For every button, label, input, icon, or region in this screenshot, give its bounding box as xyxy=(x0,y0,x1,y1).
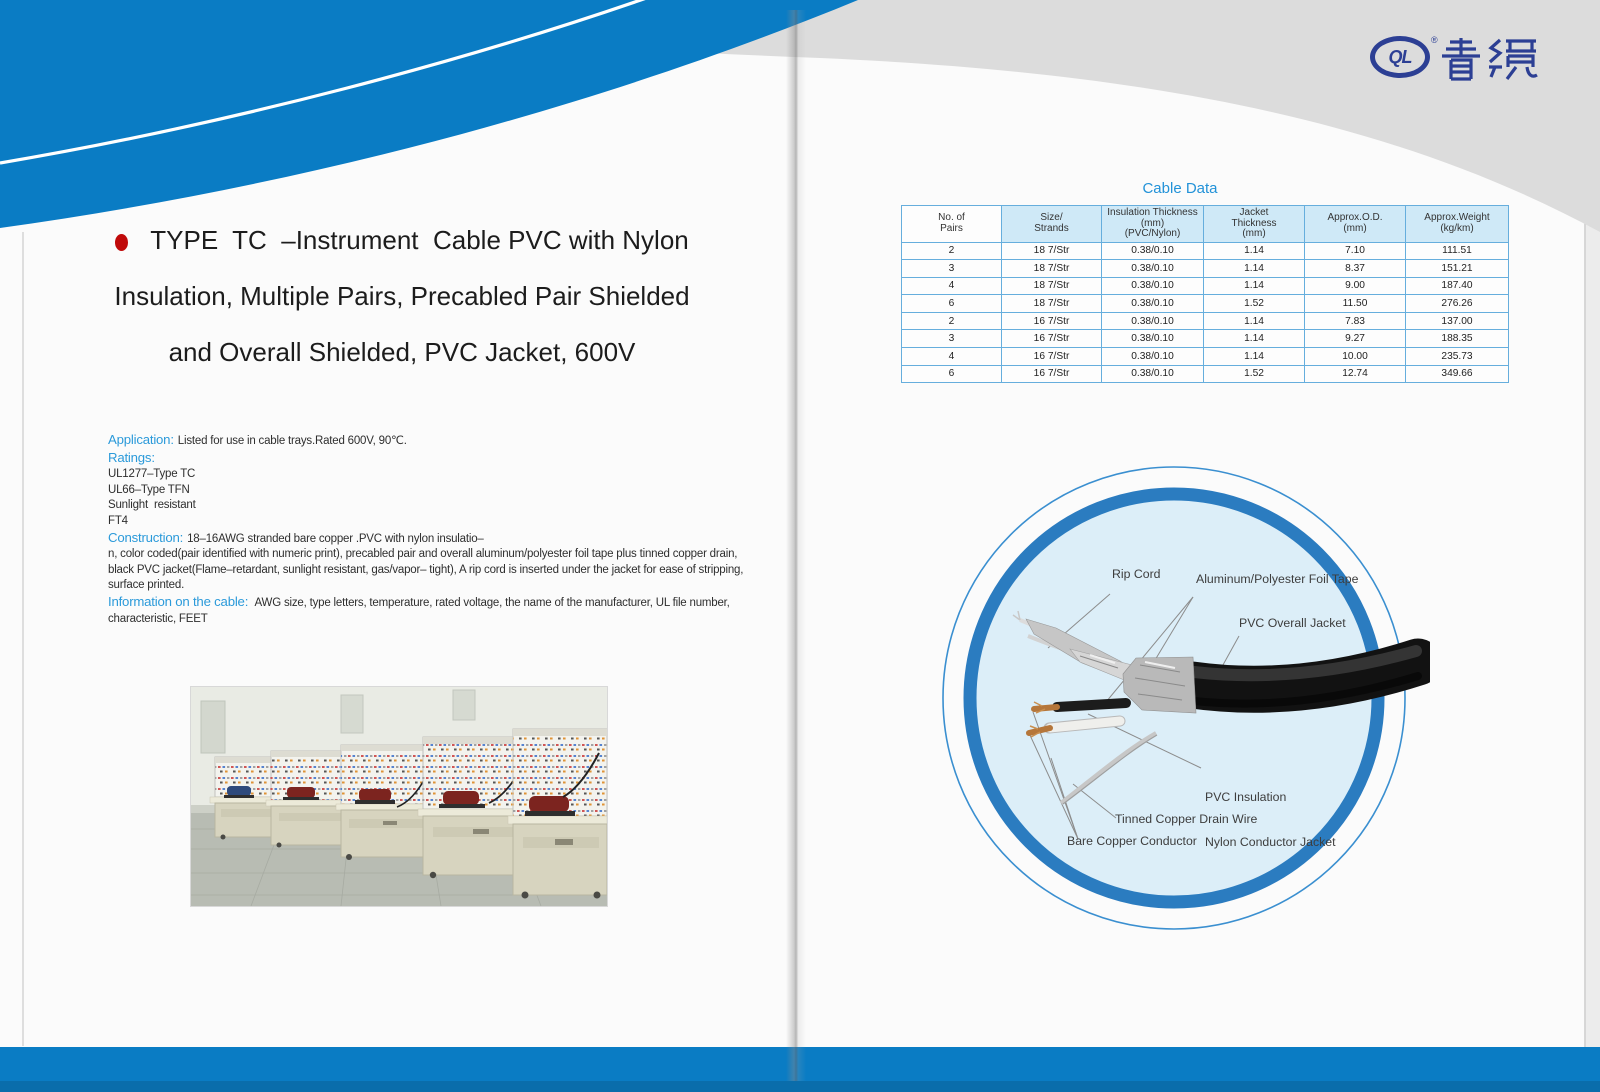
info-block xyxy=(108,432,768,627)
table-cell: 0.38/0.10 xyxy=(1102,330,1204,348)
table-cell: 6 xyxy=(902,295,1002,313)
bare-conductor-label: Bare Copper Conductor xyxy=(1067,834,1197,848)
title-line: TYPE TC –Instrument Cable PVC with Nylon xyxy=(85,212,719,268)
table-cell: 235.73 xyxy=(1406,348,1509,366)
table-cell: 0.38/0.10 xyxy=(1102,277,1204,295)
table-cell: 18 7/Str xyxy=(1002,295,1102,313)
overall-jacket-label: PVC Overall Jacket xyxy=(1239,616,1346,630)
info-text: 18–16AWG stranded bare copper .PVC with nylon insulatio– xyxy=(187,532,484,545)
table-cell: 0.38/0.10 xyxy=(1102,295,1204,313)
info-line xyxy=(108,547,768,563)
table-cell: 3 xyxy=(902,260,1002,278)
info-line xyxy=(108,514,768,530)
table-cell: 18 7/Str xyxy=(1002,277,1102,295)
cable-diagram xyxy=(930,450,1430,950)
bullet-icon xyxy=(115,234,128,251)
table-cell: 188.35 xyxy=(1406,330,1509,348)
table-cell: 9.00 xyxy=(1305,277,1406,295)
info-line xyxy=(108,483,768,499)
table-row xyxy=(902,330,1509,348)
info-line xyxy=(108,530,768,548)
brand-logo xyxy=(1370,36,1540,81)
info-text: surface printed. xyxy=(108,579,185,592)
table-cell: 3 xyxy=(902,330,1002,348)
info-line xyxy=(108,594,768,612)
info-text: Sunlight resistant xyxy=(108,499,196,512)
column-header: Approx.Weight (kg/km) xyxy=(1406,206,1509,243)
table-cell: 2 xyxy=(902,242,1002,260)
table-cell: 4 xyxy=(902,348,1002,366)
info-text: AWG size, type letters, temperature, rated voltage, the name of the manufacturer, UL file number, xyxy=(252,596,730,609)
info-section-label: Application: xyxy=(108,432,174,447)
table-cell: 9.27 xyxy=(1305,330,1406,348)
table-cell: 8.37 xyxy=(1305,260,1406,278)
info-section-label: Information on the cable: xyxy=(108,593,249,609)
cable-data-title: Cable Data xyxy=(1142,180,1218,197)
product-title xyxy=(85,212,719,380)
table-body xyxy=(902,242,1509,383)
info-line xyxy=(108,450,768,468)
table-cell: 1.52 xyxy=(1204,365,1305,383)
table-row xyxy=(902,295,1509,313)
table-cell: 137.00 xyxy=(1406,312,1509,330)
brand-chinese-characters xyxy=(1440,37,1540,81)
registered-mark: ® xyxy=(1431,35,1438,45)
table-cell: 111.51 xyxy=(1406,242,1509,260)
title-line: and Overall Shielded, PVC Jacket, 600V xyxy=(168,337,636,367)
table-cell: 0.38/0.10 xyxy=(1102,348,1204,366)
table-cell: 18 7/Str xyxy=(1002,242,1102,260)
info-text: Listed for use in cable trays.Rated 600V, 90℃. xyxy=(177,435,407,447)
foil-tape-label: Aluminum/Polyester Foil Tape xyxy=(1196,572,1359,586)
info-text: FT4 xyxy=(108,514,128,527)
column-header: Approx.O.D. (mm) xyxy=(1305,206,1406,243)
table-cell: 1.52 xyxy=(1204,295,1305,313)
info-line xyxy=(108,563,768,579)
table-cell: 187.40 xyxy=(1406,277,1509,295)
table-cell: 349.66 xyxy=(1406,365,1509,383)
table-row xyxy=(902,312,1509,330)
table-row xyxy=(902,348,1509,366)
info-section-label: Construction: xyxy=(108,529,184,545)
column-header: Size/ Strands xyxy=(1002,206,1102,243)
info-line xyxy=(108,498,768,514)
table-cell: 16 7/Str xyxy=(1002,365,1102,383)
table-cell: 18 7/Str xyxy=(1002,260,1102,278)
logo-ql-mark xyxy=(1370,36,1430,78)
insulation-label-line2: Nylon Conductor Jacket xyxy=(1205,835,1336,849)
table-cell: 151.21 xyxy=(1406,260,1509,278)
table-cell: 10.00 xyxy=(1305,348,1406,366)
table-row xyxy=(902,277,1509,295)
table-cell: 16 7/Str xyxy=(1002,330,1102,348)
table-cell: 6 xyxy=(902,365,1002,383)
table-cell: 4 xyxy=(902,277,1002,295)
table-row xyxy=(902,260,1509,278)
info-section-label: Ratings: xyxy=(108,449,155,465)
table-cell: 12.74 xyxy=(1305,365,1406,383)
table-cell: 1.14 xyxy=(1204,242,1305,260)
table-cell: 11.50 xyxy=(1305,295,1406,313)
cable-data-table xyxy=(901,205,1509,383)
logo-ql-text: QL xyxy=(1388,46,1412,67)
drain-wire-label: Tinned Copper Drain Wire xyxy=(1115,812,1258,826)
table-cell: 1.14 xyxy=(1204,260,1305,278)
info-text: n, color coded(pair identified with numeric print), precabled pair and overall aluminum/polyester foil tape plus tinned copper drain, xyxy=(108,548,738,561)
table-cell: 7.83 xyxy=(1305,312,1406,330)
info-line xyxy=(108,432,768,450)
table-row xyxy=(902,242,1509,260)
info-text: black PVC jacket(Flame–retardant, sunlight resistant, gas/vapor– tight), A rip cord is inserted under the jacket for ease of stripping, xyxy=(108,563,744,576)
column-header: Insulation Thickness (mm) (PVC/Nylon) xyxy=(1102,206,1204,243)
table-cell: 16 7/Str xyxy=(1002,348,1102,366)
table-cell: 0.38/0.10 xyxy=(1102,260,1204,278)
table-cell: 1.14 xyxy=(1204,348,1305,366)
info-line xyxy=(108,578,768,594)
table-cell: 0.38/0.10 xyxy=(1102,242,1204,260)
column-header: No. of Pairs xyxy=(902,206,1002,243)
table-header-row xyxy=(902,206,1509,243)
info-line xyxy=(108,467,768,483)
table-cell: 1.14 xyxy=(1204,312,1305,330)
table-cell: 0.38/0.10 xyxy=(1102,365,1204,383)
info-text: UL1277–Type TC xyxy=(108,468,196,481)
table-cell: 16 7/Str xyxy=(1002,312,1102,330)
column-header: Jacket Thickness (mm) xyxy=(1204,206,1305,243)
table-row xyxy=(902,365,1509,383)
table-cell: 0.38/0.10 xyxy=(1102,312,1204,330)
info-text: characteristic, FEET xyxy=(108,612,208,625)
info-text: UL66–Type TFN xyxy=(108,483,190,496)
lab-benches-photo xyxy=(190,686,608,907)
insulation-label-line1: PVC Insulation xyxy=(1205,790,1287,804)
table-cell: 1.14 xyxy=(1204,330,1305,348)
table-cell: 276.26 xyxy=(1406,295,1509,313)
title-line: Insulation, Multiple Pairs, Precabled Pair Shielded xyxy=(114,281,690,311)
table-cell: 2 xyxy=(902,312,1002,330)
page-seam xyxy=(786,10,806,1081)
table-cell: 7.10 xyxy=(1305,242,1406,260)
info-line xyxy=(108,612,768,628)
rip-cord-label: Rip Cord xyxy=(1112,567,1161,581)
table-cell: 1.14 xyxy=(1204,277,1305,295)
